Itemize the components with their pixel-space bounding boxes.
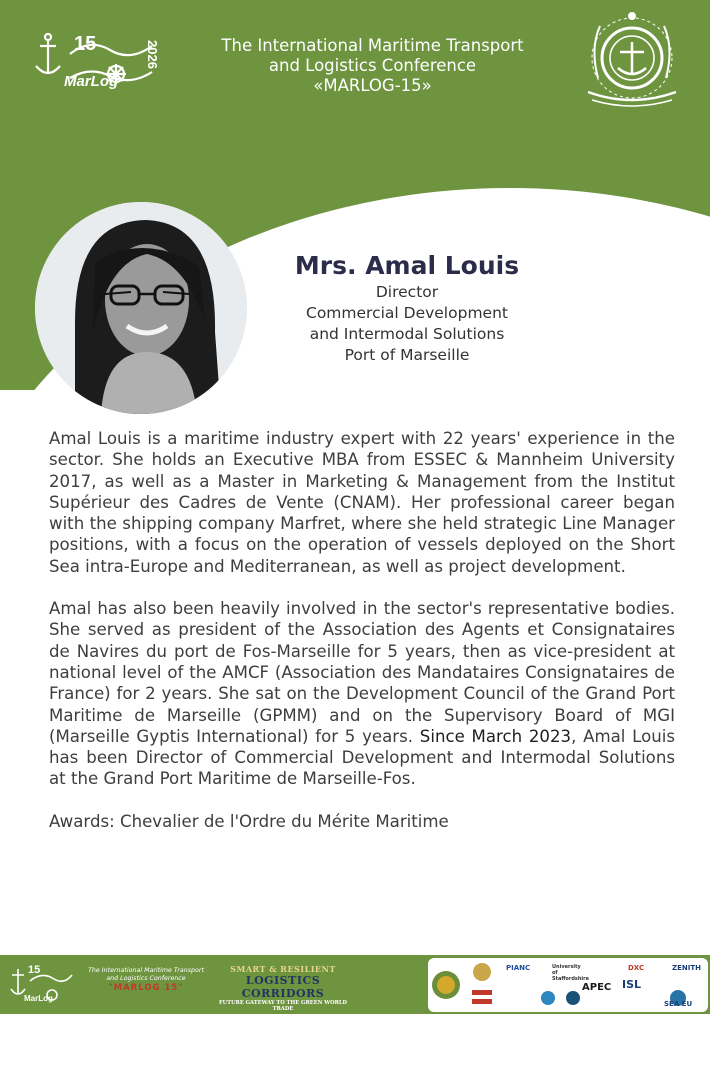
speaker-name: Mrs. Amal Louis (294, 251, 520, 280)
bio-paragraph-2 (49, 598, 675, 790)
bio-paragraph-2-part2: , Amal Louis has been Director of Commercial Development and Intermodal Solutions at the Grand Port Maritime de Marseille-Fos. (49, 726, 676, 789)
bio-highlight-date: Since March 2023 (419, 726, 572, 746)
footer-conference-name (82, 967, 210, 993)
conference-title-line3: «MARLOG-15» (313, 76, 432, 95)
slogan-line2: LOGISTICS CORRIDORS (241, 974, 325, 1000)
bio-awards: Awards: Chevalier de l'Ordre du Mérite Maritime (49, 811, 449, 831)
footer-logo-text: MarLog (24, 994, 53, 1003)
sponsor-zenith: ZENITH (672, 964, 701, 972)
logo-number: 15 (74, 33, 97, 55)
speaker-role-line1: Director (375, 283, 439, 301)
sponsor-isl: ISL (622, 978, 642, 991)
speaker-role-line2: Commercial Development (306, 304, 508, 322)
footer-band (0, 955, 710, 1014)
conference-title (190, 36, 555, 96)
conference-title-line1: The International Maritime Transport (221, 36, 524, 55)
speaker-info (262, 250, 552, 366)
logo-year: 2026 (145, 40, 160, 69)
bio-paragraph-2-part1: Amal has also been heavily involved in the sector's representative bodies. She served as president of the Association des Agents et Consignataires de Navires du port de Fos-Marseille for 5 years, then as vice-president at national level of the AMCF (Association des Mandataires Consignataires de France) for 2 years. She sat on the Development Council of the Grand Port Maritime de Marseille (GPMM) and on the Supervisory Board of MGI (Marseille Gyptis International) for 5 years. (49, 599, 675, 746)
speaker-role-line3: and Intermodal Solutions (309, 325, 505, 343)
footer-marlog-logo-icon (8, 959, 78, 1011)
footer-conf-line1: The International Maritime Transport (88, 967, 204, 974)
sponsor-sea-eu: SEA EU (664, 1000, 693, 1008)
footer-conf-title: "MARLOG 15" (108, 983, 184, 993)
sponsor-dxc: DXC (628, 964, 645, 972)
aast-emblem-icon (580, 8, 684, 112)
speaker-photo (35, 202, 247, 414)
slogan-line3: FUTURE GATEWAY TO THE GREEN WORLD TRADE (218, 1000, 348, 1012)
sponsor-logos (428, 958, 708, 1012)
conference-title-line2: and Logistics Conference (268, 56, 477, 75)
sponsor-staffordshire: University of Staffordshire (552, 964, 590, 982)
logo-text: MarLog (64, 73, 119, 90)
slogan-line1: SMART & RESILIENT (230, 964, 336, 974)
speaker-role-line4: Port of Marseille (344, 346, 470, 364)
sponsor-apec: APEC (582, 982, 612, 993)
footer-slogan (210, 964, 356, 1012)
bio-paragraph-1: Amal Louis is a maritime industry expert with 22 years' experience in the sector. She holds an Executive MBA from ESSEC & Mannheim University 2017, as well as a Master in Marketing & Management from the Institut Supérieur des Cadres de Vente (CNAM). Her professional career began with the shipping company Marfret, where she held strategic Line Manager positions, with a focus on the operation of vessels deployed on the Short Sea intra-Europe and Mediterranean, as well as project development. (49, 429, 675, 576)
footer-conf-line2: and Logistics Conference (106, 974, 186, 982)
sponsor-pianc: PIANC (506, 964, 531, 972)
footer-logo-number: 15 (28, 964, 41, 976)
marlog-logo-icon (30, 28, 170, 92)
speaker-biography (49, 428, 675, 853)
